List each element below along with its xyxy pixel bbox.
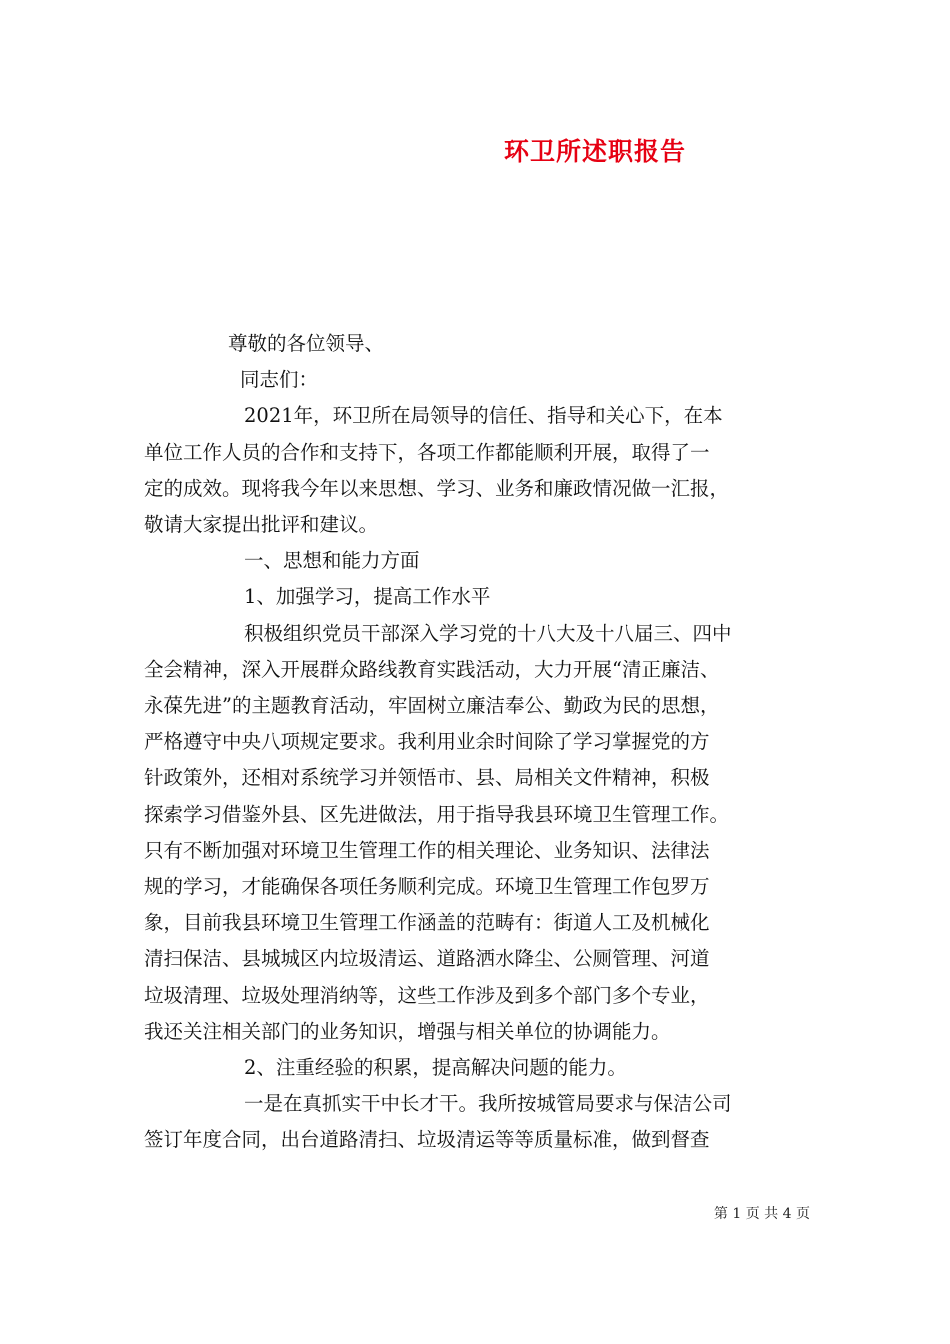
text-line: 严格遵守中央八项规定要求。我利用业余时间除了学习掌握党的方 (144, 730, 710, 754)
salutation-line: 尊敬的各位领导、 (228, 332, 385, 355)
text-line: 清扫保洁、县城城区内垃圾清运、道路洒水降尘、公厕管理、河道 (144, 947, 710, 971)
text-line: 针政策外，还相对系统学习并领悟市、县、局相关文件精神，积极 (144, 766, 710, 790)
text-line: 签订年度合同，出台道路清扫、垃圾清运等等质量标准，做到督查 (144, 1128, 710, 1152)
text-line: 一是在真抓实干中长才干。我所按城管局要求与保洁公司 (244, 1092, 732, 1116)
page-indicator: 第 1 页 共 4 页 (713, 1206, 810, 1222)
text-line: 定的成效。现将我今年以来思想、学习、业务和廉政情况做一汇报， (144, 476, 730, 500)
page-title: 环卫所述职报告 (503, 137, 686, 166)
subsection-heading: 1、加强学习，提高工作水平 (244, 585, 491, 609)
text-line: 2021年，环卫所在局领导的信任、指导和关心下，在本 (244, 404, 723, 428)
text-line: 象，目前我县环境卫生管理工作涵盖的范畴有：街道人工及机械化 (144, 911, 710, 935)
subsection-heading: 2、注重经验的积累，提高解决问题的能力。 (244, 1056, 627, 1080)
text-line: 探索学习借鉴外县、区先进做法，用于指导我县环境卫生管理工作。 (144, 802, 730, 826)
text-line: 只有不断加强对环境卫生管理工作的相关理论、业务知识、法律法 (144, 838, 710, 862)
salutation-line: 同志们： (240, 368, 319, 392)
text-line: 单位工作人员的合作和支持下，各项工作都能顺利开展，取得了一 (144, 440, 710, 464)
text-line: 全会精神，深入开展群众路线教育实践活动，大力开展“清正廉洁、 (144, 657, 720, 681)
section-heading: 一、思想和能力方面 (244, 549, 420, 573)
text-line: 我还关注相关部门的业务知识，增强与相关单位的协调能力。 (144, 1019, 671, 1043)
text-line: 积极组织党员干部深入学习党的十八大及十八届三、四中 (244, 621, 732, 645)
text-line: 敬请大家提出批评和建议。 (144, 513, 379, 537)
text-line: 规的学习，才能确保各项任务顺利完成。环境卫生管理工作包罗万 (144, 875, 710, 899)
document-body (144, 326, 814, 1159)
text-line: 永葆先进”的主题教育活动，牢固树立廉洁奉公、勤政为民的思想， (144, 694, 720, 718)
text-line: 垃圾清理、垃圾处理消纳等，这些工作涉及到多个部门多个专业， (144, 983, 710, 1007)
